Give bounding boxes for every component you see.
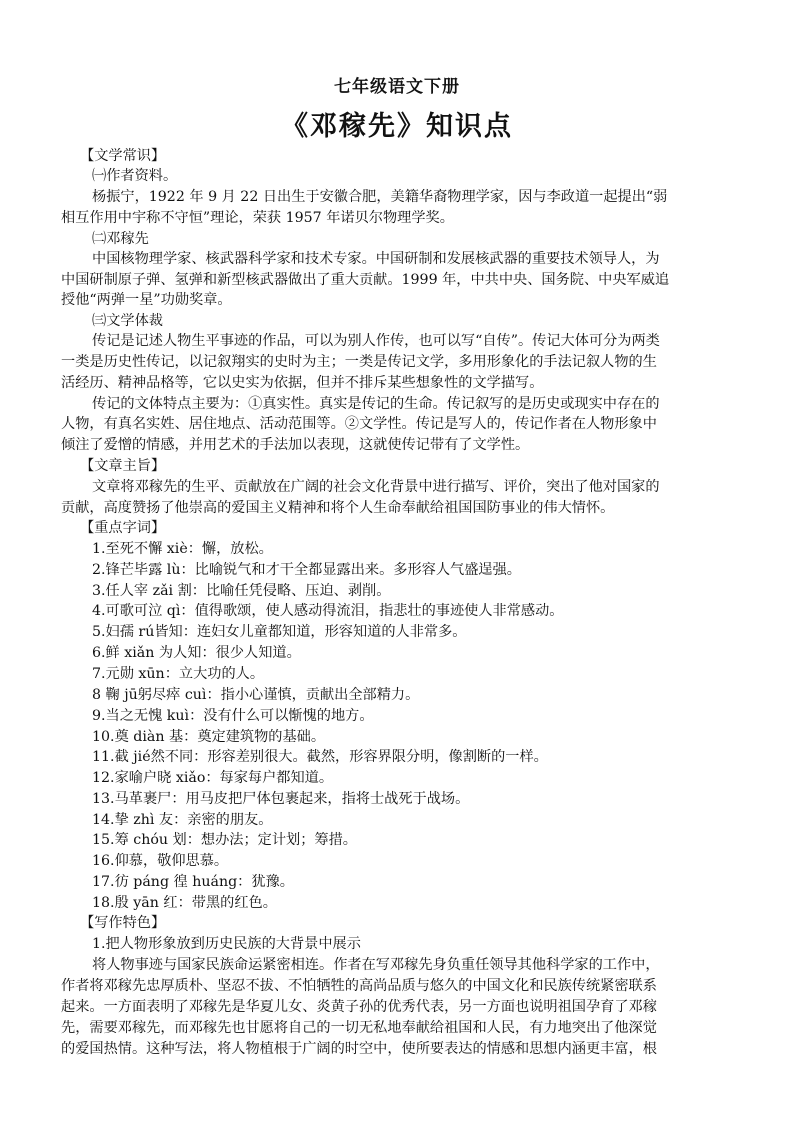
- vocab-item: 17.彷 páng 徨 huáng：犹豫。: [92, 874, 294, 890]
- section-heading-key-words: 【重点字词】: [80, 520, 166, 536]
- vocab-item: 16.仰慕，敬仰思慕。: [92, 853, 229, 869]
- section-heading-writing-features: 【写作特色】: [80, 915, 166, 931]
- paragraph-line: 传记是记述人物生平事迹的作品，可以为别人作传，也可以写“自传”。传记大体可分为两类: [92, 333, 660, 349]
- vocab-item: 13.马革裹尸：用马皮把尸体包裹起来，指将士战死于战场。: [92, 791, 470, 807]
- paragraph-line: 相互作用中宇称不守恒”理论，荣获 1957 年诺贝尔物理学奖。: [61, 210, 454, 226]
- subheading-deng-jiaxian: ㈡邓稼先: [92, 231, 149, 247]
- vocab-item: 18.殷 yān 红：带黑的红色。: [92, 895, 277, 911]
- vocab-item: 3.任人宰 zǎi 割：比喻任凭侵略、压迫、剥削。: [92, 583, 391, 599]
- document-subtitle: 七年级语文下册: [334, 77, 460, 97]
- vocab-item: 11.截 jié然不同：形容差别很大。截然，形容界限分明，像割断的一样。: [92, 749, 548, 765]
- vocab-item: 10.奠 diàn 基：奠定建筑物的基础。: [92, 729, 326, 745]
- paragraph-line: 先，需要邓稼先，而邓稼先也甘愿将自己的一切无私地奉献给祖国和人民，有力地突出了他深觉: [61, 1020, 657, 1036]
- paragraph-line: 杨振宁，1922 年 9 月 22 日出生于安徽合肥，美籍华裔物理学家，因与李政道一起提出“弱: [92, 189, 668, 205]
- section-heading-literary-knowledge: 【文学常识】: [80, 148, 166, 164]
- vocab-item: 14.挚 zhì 友：亲密的朋友。: [92, 812, 273, 828]
- document-title: 《邓稼先》知识点: [281, 111, 513, 142]
- paragraph-line: 的爱国热情。这种写法，将人物植根于广阔的时空中，使所要表达的情感和思想内涵更丰富，根: [61, 1041, 657, 1057]
- vocab-item: 5.妇孺 rú皆知：连妇女儿童都知道，形容知道的人非常多。: [92, 624, 467, 640]
- paragraph-line: 倾注了爱憎的情感，并用艺术的手法加以表现，这就使传记带有了文学性。: [61, 437, 530, 453]
- vocab-item: 6.鲜 xiǎn 为人知：很少人知道。: [92, 645, 301, 661]
- paragraph-line: 中国研制原子弹、氢弹和新型核武器做出了重大贡献。1999 年，中共中央、国务院、中央军威追: [61, 272, 670, 288]
- vocab-item: 9.当之无愧 kuì：没有什么可以惭愧的地方。: [92, 708, 374, 724]
- section-heading-theme: 【文章主旨】: [80, 458, 166, 474]
- vocab-item: 1.至死不懈 xiè：懈，放松。: [92, 541, 273, 557]
- vocab-item: 7.元勋 xūn：立大功的人。: [92, 666, 265, 682]
- paragraph-line: 人物，有真名实姓、居住地点、活动范围等。②文学性。传记是写人的，传记作者在人物形象中: [61, 416, 657, 432]
- subheading-author-info: ㈠作者资料。: [92, 168, 178, 184]
- vocab-item: 2.锋芒毕露 lù：比喻锐气和才干全都显露出来。多形容人气盛逞强。: [92, 562, 521, 578]
- vocab-item: 12.家喻户晓 xiǎo：每家每户都知道。: [92, 770, 334, 786]
- vocab-item: 15.筹 chóu 划：想办法；定计划；筹措。: [92, 832, 357, 848]
- paragraph-line: 贡献，高度赞扬了他崇高的爱国主义精神和将个人生命奉献给祖国国防事业的伟大情怀。: [61, 500, 615, 516]
- subheading-feature-1: 1.把人物形象放到历史民族的大背景中展示: [92, 936, 361, 952]
- paragraph-line: 中国核物理学家、核武器科学家和技术专家。中国研制和发展核武器的重要技术领导人，为: [92, 251, 660, 267]
- paragraph-line: 起来。一方面表明了邓稼先是华夏儿女、炎黄子孙的优秀代表，另一方面也说明祖国孕育了邓稼: [61, 999, 657, 1015]
- paragraph-line: 文章将邓稼先的生平、贡献放在广阔的社会文化背景中进行描写、评价，突出了他对国家的: [92, 479, 660, 495]
- paragraph-line: 作者将邓稼先忠厚质朴、坚忍不拔、不怕牺牲的高尚品质与悠久的中国文化和民族传统紧密联系: [61, 978, 657, 994]
- paragraph-line: 活经历、精神品格等，它以史实为依据，但并不排斥某些想象性的文学描写。: [61, 375, 544, 391]
- paragraph-line: 一类是历史性传记，以记叙翔实的史时为主；一类是传记文学，多用形象化的手法记叙人物的生: [61, 354, 657, 370]
- paragraph-line: 传记的文体特点主要为：①真实性。真实是传记的生命。传记叙写的是历史或现实中存在的: [92, 396, 660, 412]
- paragraph-line: 将人物事迹与国家民族命运紧密相连。作者在写邓稼先身负重任领导其他科学家的工作中，: [92, 957, 660, 973]
- vocab-item: 8 鞠 jū躬尽瘁 cuì：指小心谨慎，贡献出全部精力。: [92, 687, 420, 703]
- paragraph-line: 授他“两弹一星”功勋奖章。: [61, 292, 232, 308]
- subheading-genre: ㈢文学体裁: [92, 313, 163, 329]
- vocab-item: 4.可歌可泣 qì：值得歌颂，使人感动得流泪，指悲壮的事迹使人非常感动。: [92, 603, 564, 619]
